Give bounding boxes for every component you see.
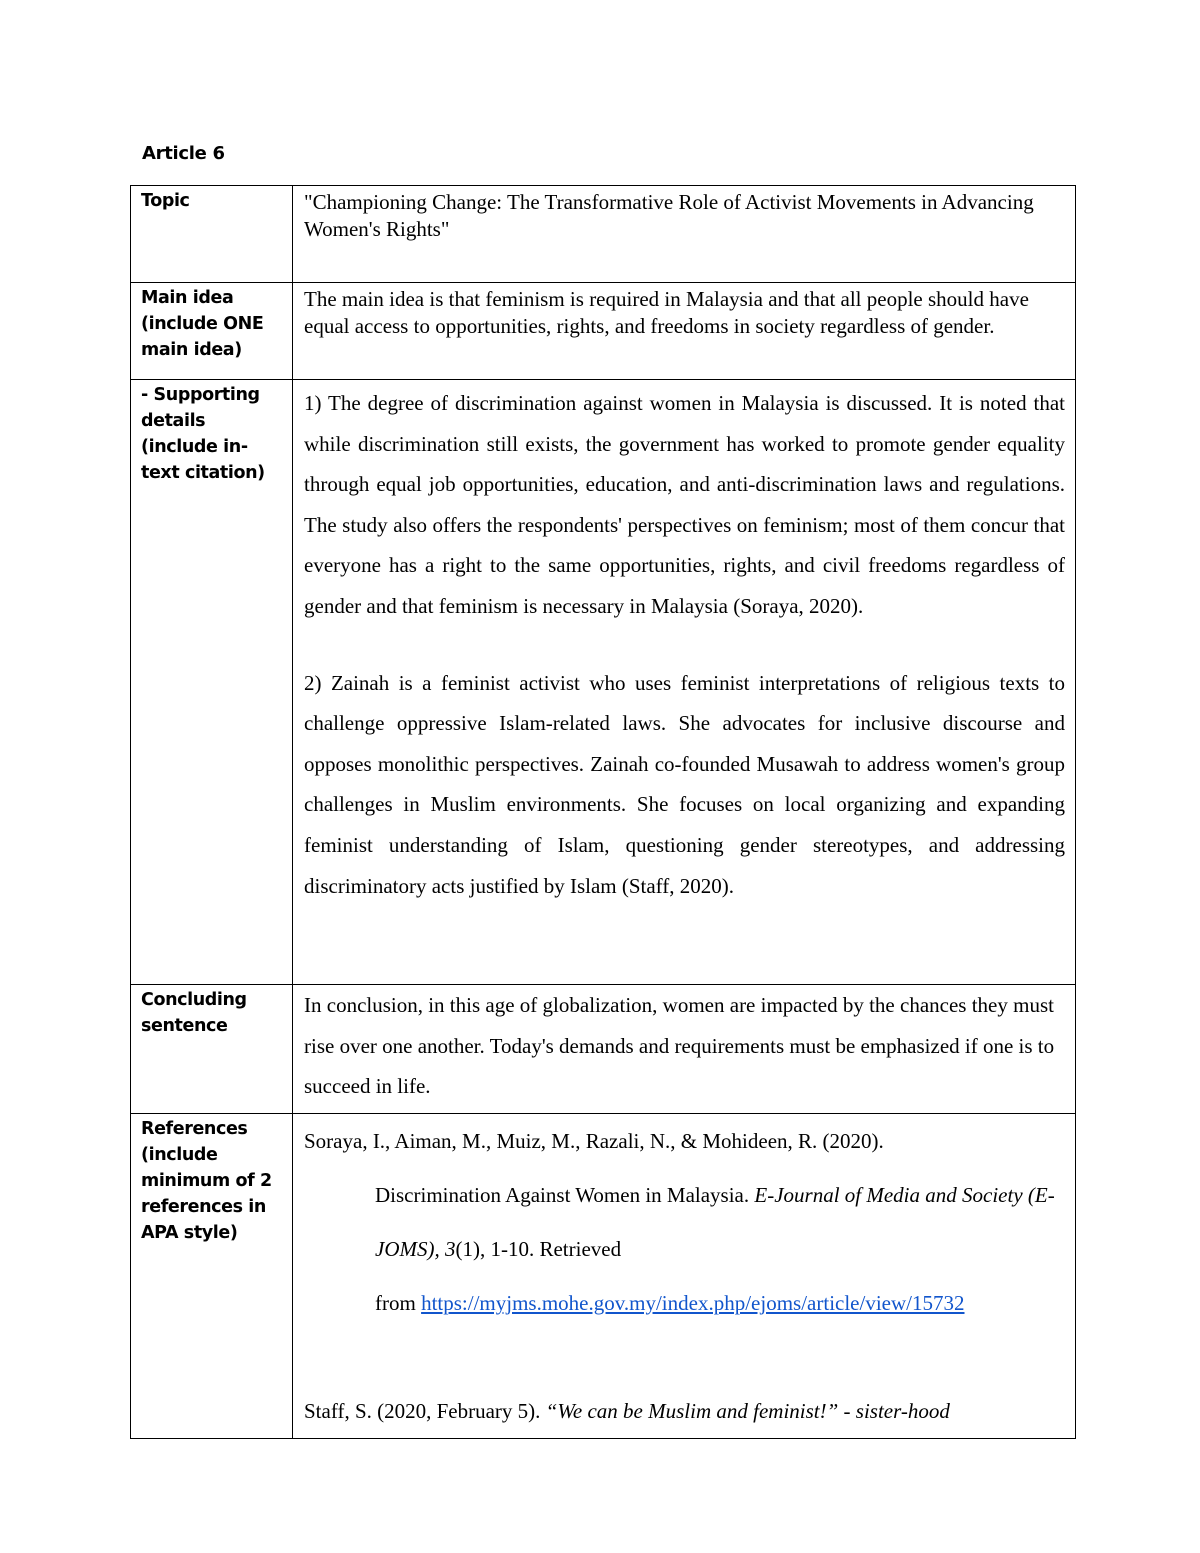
reference-1-body <box>304 1168 1065 1330</box>
main-idea-label: Main idea (include ONE main idea) <box>141 288 264 360</box>
reference-1-journal: E-Journal of Media and Society (E-JOMS), 3 <box>375 1183 1055 1261</box>
reference-1-url-link[interactable]: https://myjms.mohe.gov.my/index.php/ejoms/article/view/15732 <box>421 1291 965 1315</box>
main-idea-text: The main idea is that feminism is required in Malaysia and that all people should have equal access to opportunities, rights, and freedoms in society regardless of gender. <box>304 287 1029 338</box>
references-label: References (include minimum of 2 references in APA style) <box>141 1119 272 1243</box>
reference-2 <box>304 1384 1065 1438</box>
reference-2-authors: Staff, S. (2020, February 5). <box>304 1399 546 1423</box>
table-row-concluding <box>131 985 1076 1114</box>
content-cell <box>293 380 1076 985</box>
supporting-detail-1: 1) The degree of discrimination against women in Malaysia is discussed. It is noted that while discrimination still exists, the government has worked to promote gender equality through equal job opportunities, education, and anti-discrimination laws and regulations. The study also offers the respondents' perspectives on feminism; most of them concur that everyone has a right to the same opportunities, rights, and civil freedoms regardless of gender and that feminism is necessary in Malaysia (Soraya, 2020). <box>304 391 1065 618</box>
content-cell <box>293 1114 1076 1439</box>
supporting-detail-2: 2) Zainah is a feminist activist who uses feminist interpretations of religious texts to challenge oppressive Islam-related laws. She advocates for inclusive discourse and opposes monolithic perspectives. Zainah co-founded Musawah to address women's group challenges in Muslim environments. She focuses on local organizing and expanding feminist understanding of Islam, questioning gender stereotypes, and addressing discriminatory acts justified by Islam (Staff, 2020). <box>304 670 1065 898</box>
label-cell <box>131 186 293 283</box>
topic-label: Topic <box>141 191 190 211</box>
reference-1-authors: Soraya, I., Aiman, M., Muiz, M., Razali, N., & Mohideen, R. (2020). <box>304 1129 884 1153</box>
table-row-references <box>131 1114 1076 1439</box>
label-cell <box>131 380 293 985</box>
supporting-label: - Supporting details (include in-text citation) <box>141 385 265 483</box>
table-row-supporting-details <box>131 380 1076 985</box>
content-cell <box>293 186 1076 283</box>
concluding-label: Concluding sentence <box>141 990 247 1036</box>
content-cell <box>293 283 1076 380</box>
reference-1-from: from <box>375 1291 422 1315</box>
label-cell <box>131 985 293 1114</box>
label-cell <box>131 1114 293 1439</box>
reference-2-title: “We can be Muslim and feminist!” - sister-hood <box>545 1399 950 1423</box>
reference-1-issue: (1), 1-10. Retrieved <box>455 1237 622 1261</box>
worksheet-table <box>130 185 1076 1439</box>
table-row-main-idea <box>131 283 1076 380</box>
label-cell <box>131 283 293 380</box>
reference-1-title: Discrimination Against Women in Malaysia. <box>375 1183 755 1207</box>
content-cell <box>293 985 1076 1114</box>
topic-text: "Championing Change: The Transformative Role of Activist Movements in Advancing Women's Rights" <box>304 190 1034 241</box>
concluding-text: In conclusion, in this age of globalization, women are impacted by the chances they must rise over one another. Today's demands and requirements must be emphasized if one is to succeed in life. <box>304 993 1055 1099</box>
article-title: Article 6 <box>142 143 225 164</box>
table-row-topic <box>131 186 1076 283</box>
